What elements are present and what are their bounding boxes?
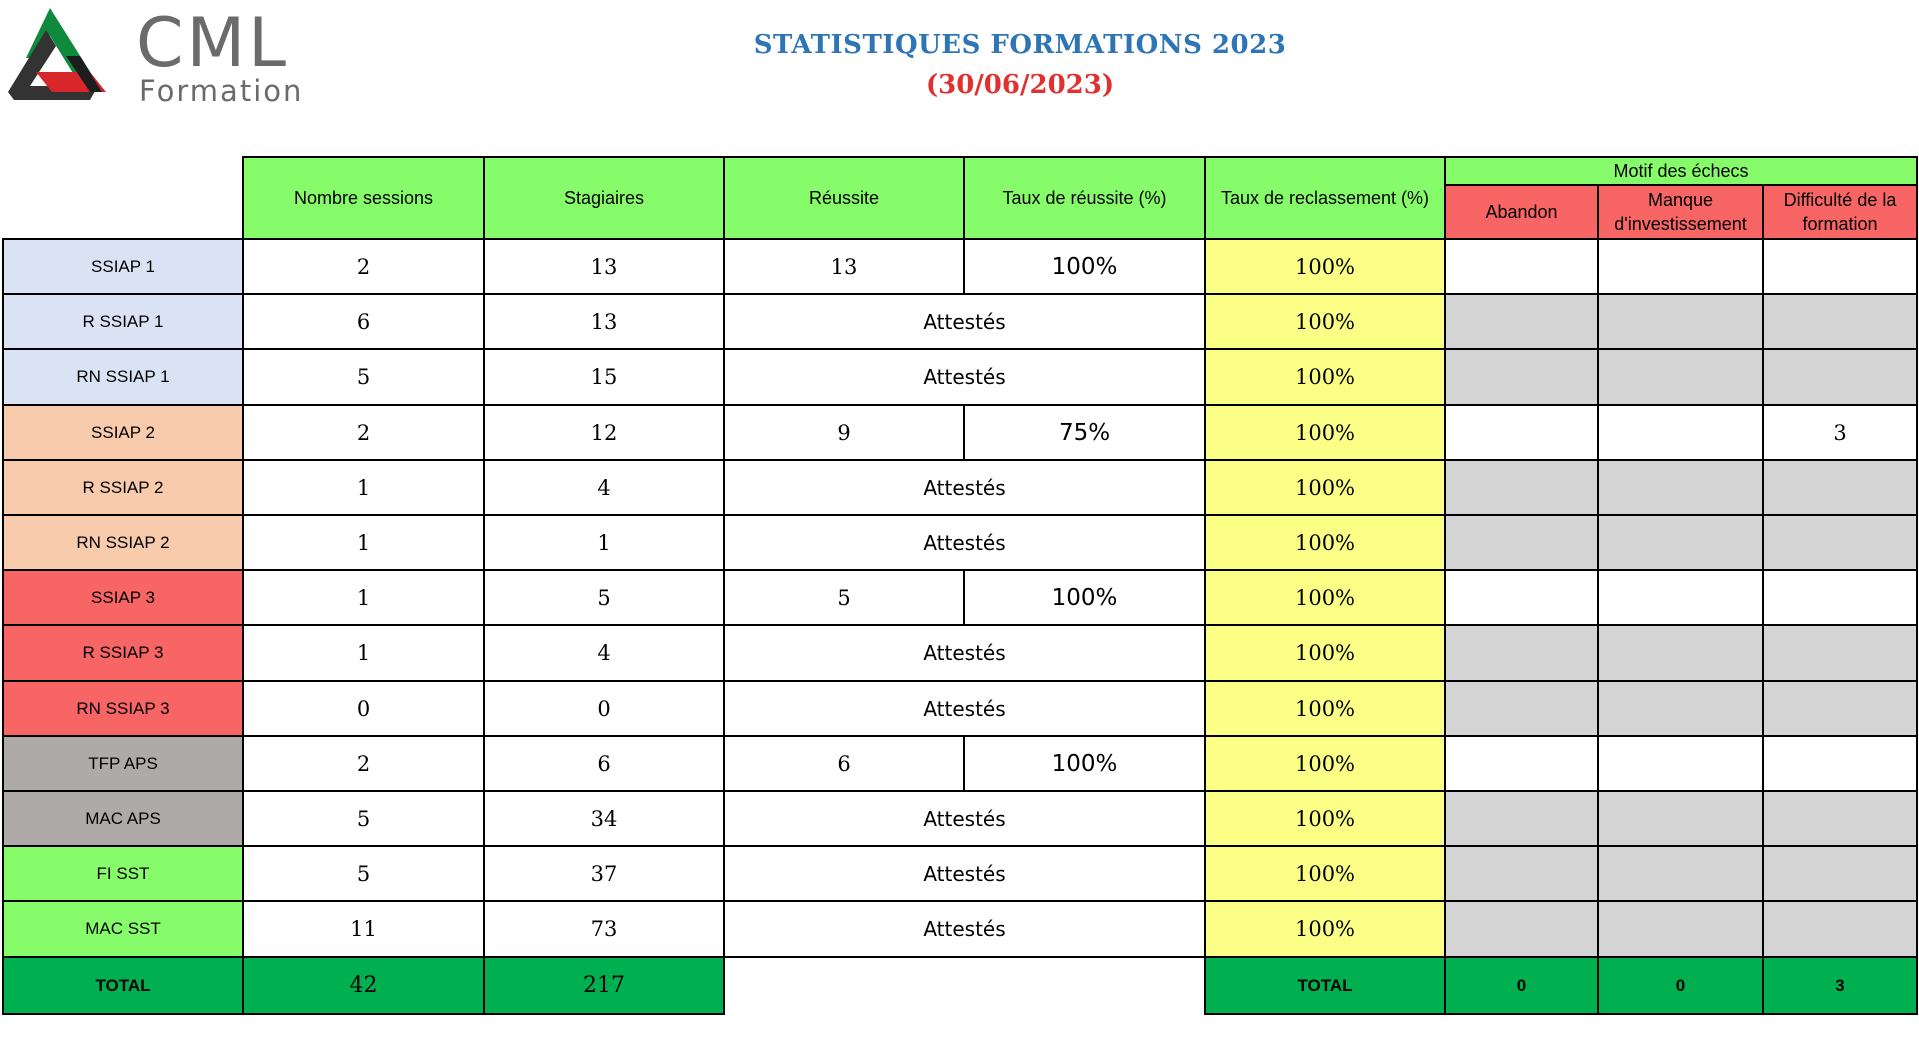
attestes-label: Attestés: [723, 680, 1206, 737]
difficulte-value: [1762, 790, 1918, 847]
col-header-motif-echecs: Motif des échecs: [1444, 156, 1918, 186]
stagiaires-value: 1: [483, 514, 725, 571]
taux-reclassement-value: 100%: [1204, 569, 1446, 626]
stagiaires-value: 6: [483, 735, 725, 792]
total-manque: 0: [1597, 956, 1764, 1015]
sessions-value: 1: [242, 624, 485, 682]
sessions-value: 11: [242, 900, 485, 958]
manque-value: [1597, 293, 1764, 350]
sessions-value: 1: [242, 459, 485, 516]
sessions-value: 6: [242, 293, 485, 350]
total-stagiaires: 217: [483, 956, 725, 1015]
sessions-value: 5: [242, 348, 485, 406]
total-abandon: 0: [1444, 956, 1599, 1015]
stagiaires-value: 15: [483, 348, 725, 406]
reussite-value: 6: [723, 735, 965, 792]
taux-reclassement-value: 100%: [1204, 900, 1446, 958]
difficulte-value: [1762, 238, 1918, 295]
row-label: RN SSIAP 2: [2, 514, 244, 571]
taux-reclassement-value: 100%: [1204, 293, 1446, 350]
abandon-value: [1444, 569, 1599, 626]
row-label: MAC SST: [2, 900, 244, 958]
sessions-value: 2: [242, 238, 485, 295]
stagiaires-value: 34: [483, 790, 725, 847]
col-header-taux-reussite: Taux de réussite (%): [963, 156, 1206, 240]
taux-reclassement-value: 100%: [1204, 238, 1446, 295]
attestes-label: Attestés: [723, 459, 1206, 516]
abandon-value: [1444, 624, 1599, 682]
col-header-sessions: Nombre sessions: [242, 156, 485, 240]
row-label: R SSIAP 3: [2, 624, 244, 682]
taux-reclassement-value: 100%: [1204, 680, 1446, 737]
manque-value: [1597, 790, 1764, 847]
abandon-value: [1444, 900, 1599, 958]
manque-value: [1597, 348, 1764, 406]
col-header-stagiaires: Stagiaires: [483, 156, 725, 240]
row-label: SSIAP 2: [2, 404, 244, 461]
logo-brand-text: CML: [136, 4, 290, 83]
row-label: RN SSIAP 1: [2, 348, 244, 406]
sessions-value: 5: [242, 845, 485, 902]
page-title: STATISTIQUES FORMATIONS 2023: [753, 30, 1287, 60]
col-header-reussite: Réussite: [723, 156, 965, 240]
abandon-value: [1444, 845, 1599, 902]
taux-reussite-value: 100%: [963, 735, 1206, 792]
manque-value: [1597, 404, 1764, 461]
manque-value: [1597, 680, 1764, 737]
abandon-value: [1444, 348, 1599, 406]
manque-value: [1597, 900, 1764, 958]
cml-logo: [6, 6, 326, 106]
abandon-value: [1444, 293, 1599, 350]
abandon-value: [1444, 680, 1599, 737]
col-header-taux-reclassement: Taux de reclassement (%): [1204, 156, 1446, 240]
attestes-label: Attestés: [723, 624, 1206, 682]
difficulte-value: [1762, 459, 1918, 516]
manque-value: [1597, 735, 1764, 792]
attestes-label: Attestés: [723, 845, 1206, 902]
taux-reclassement-value: 100%: [1204, 790, 1446, 847]
difficulte-value: [1762, 624, 1918, 682]
attestes-label: Attestés: [723, 348, 1206, 406]
row-label: R SSIAP 1: [2, 293, 244, 350]
attestes-label: Attestés: [723, 514, 1206, 571]
attestes-label: Attestés: [723, 900, 1206, 958]
abandon-value: [1444, 404, 1599, 461]
difficulte-value: [1762, 348, 1918, 406]
manque-value: [1597, 238, 1764, 295]
difficulte-value: [1762, 514, 1918, 571]
row-label: SSIAP 1: [2, 238, 244, 295]
abandon-value: [1444, 459, 1599, 516]
sessions-value: 5: [242, 790, 485, 847]
stagiaires-value: 73: [483, 900, 725, 958]
manque-value: [1597, 624, 1764, 682]
stagiaires-value: 0: [483, 680, 725, 737]
taux-reclassement-value: 100%: [1204, 404, 1446, 461]
abandon-value: [1444, 514, 1599, 571]
stagiaires-value: 4: [483, 459, 725, 516]
col-header-manque: Manque d'investissement: [1597, 184, 1764, 240]
manque-value: [1597, 569, 1764, 626]
page-date: (30/06/2023): [925, 70, 1115, 100]
col-header-abandon: Abandon: [1444, 184, 1599, 240]
reussite-value: 13: [723, 238, 965, 295]
row-label: TFP APS: [2, 735, 244, 792]
difficulte-value: [1762, 900, 1918, 958]
difficulte-value: [1762, 680, 1918, 737]
total-label: TOTAL: [2, 956, 244, 1015]
total-difficulte: 3: [1762, 956, 1918, 1015]
taux-reclassement-value: 100%: [1204, 459, 1446, 516]
difficulte-value: [1762, 845, 1918, 902]
taux-reclassement-value: 100%: [1204, 624, 1446, 682]
difficulte-value: [1762, 569, 1918, 626]
difficulte-value: [1762, 293, 1918, 350]
attestes-label: Attestés: [723, 293, 1206, 350]
total-label-right: TOTAL: [1204, 956, 1446, 1015]
stagiaires-value: 13: [483, 293, 725, 350]
stagiaires-value: 13: [483, 238, 725, 295]
row-label: SSIAP 3: [2, 569, 244, 626]
taux-reussite-value: 100%: [963, 569, 1206, 626]
attestes-label: Attestés: [723, 790, 1206, 847]
taux-reclassement-value: 100%: [1204, 348, 1446, 406]
abandon-value: [1444, 238, 1599, 295]
stagiaires-value: 37: [483, 845, 725, 902]
stagiaires-value: 5: [483, 569, 725, 626]
difficulte-value: 3: [1762, 404, 1918, 461]
taux-reussite-value: 100%: [963, 238, 1206, 295]
sessions-value: 0: [242, 680, 485, 737]
taux-reclassement-value: 100%: [1204, 514, 1446, 571]
abandon-value: [1444, 790, 1599, 847]
reussite-value: 9: [723, 404, 965, 461]
stagiaires-value: 12: [483, 404, 725, 461]
sessions-value: 2: [242, 404, 485, 461]
taux-reussite-value: 75%: [963, 404, 1206, 461]
manque-value: [1597, 459, 1764, 516]
row-label: RN SSIAP 3: [2, 680, 244, 737]
row-label: FI SST: [2, 845, 244, 902]
sessions-value: 1: [242, 569, 485, 626]
stagiaires-value: 4: [483, 624, 725, 682]
taux-reclassement-value: 100%: [1204, 735, 1446, 792]
abandon-value: [1444, 735, 1599, 792]
total-sessions: 42: [242, 956, 485, 1015]
sessions-value: 1: [242, 514, 485, 571]
col-header-difficulte: Difficulté de la formation: [1762, 184, 1918, 240]
difficulte-value: [1762, 735, 1918, 792]
logo-subtitle-text: Formation: [139, 74, 304, 108]
reussite-value: 5: [723, 569, 965, 626]
manque-value: [1597, 845, 1764, 902]
sessions-value: 2: [242, 735, 485, 792]
row-label: R SSIAP 2: [2, 459, 244, 516]
taux-reclassement-value: 100%: [1204, 845, 1446, 902]
manque-value: [1597, 514, 1764, 571]
row-label: MAC APS: [2, 790, 244, 847]
cml-logo-icon: [6, 6, 124, 102]
